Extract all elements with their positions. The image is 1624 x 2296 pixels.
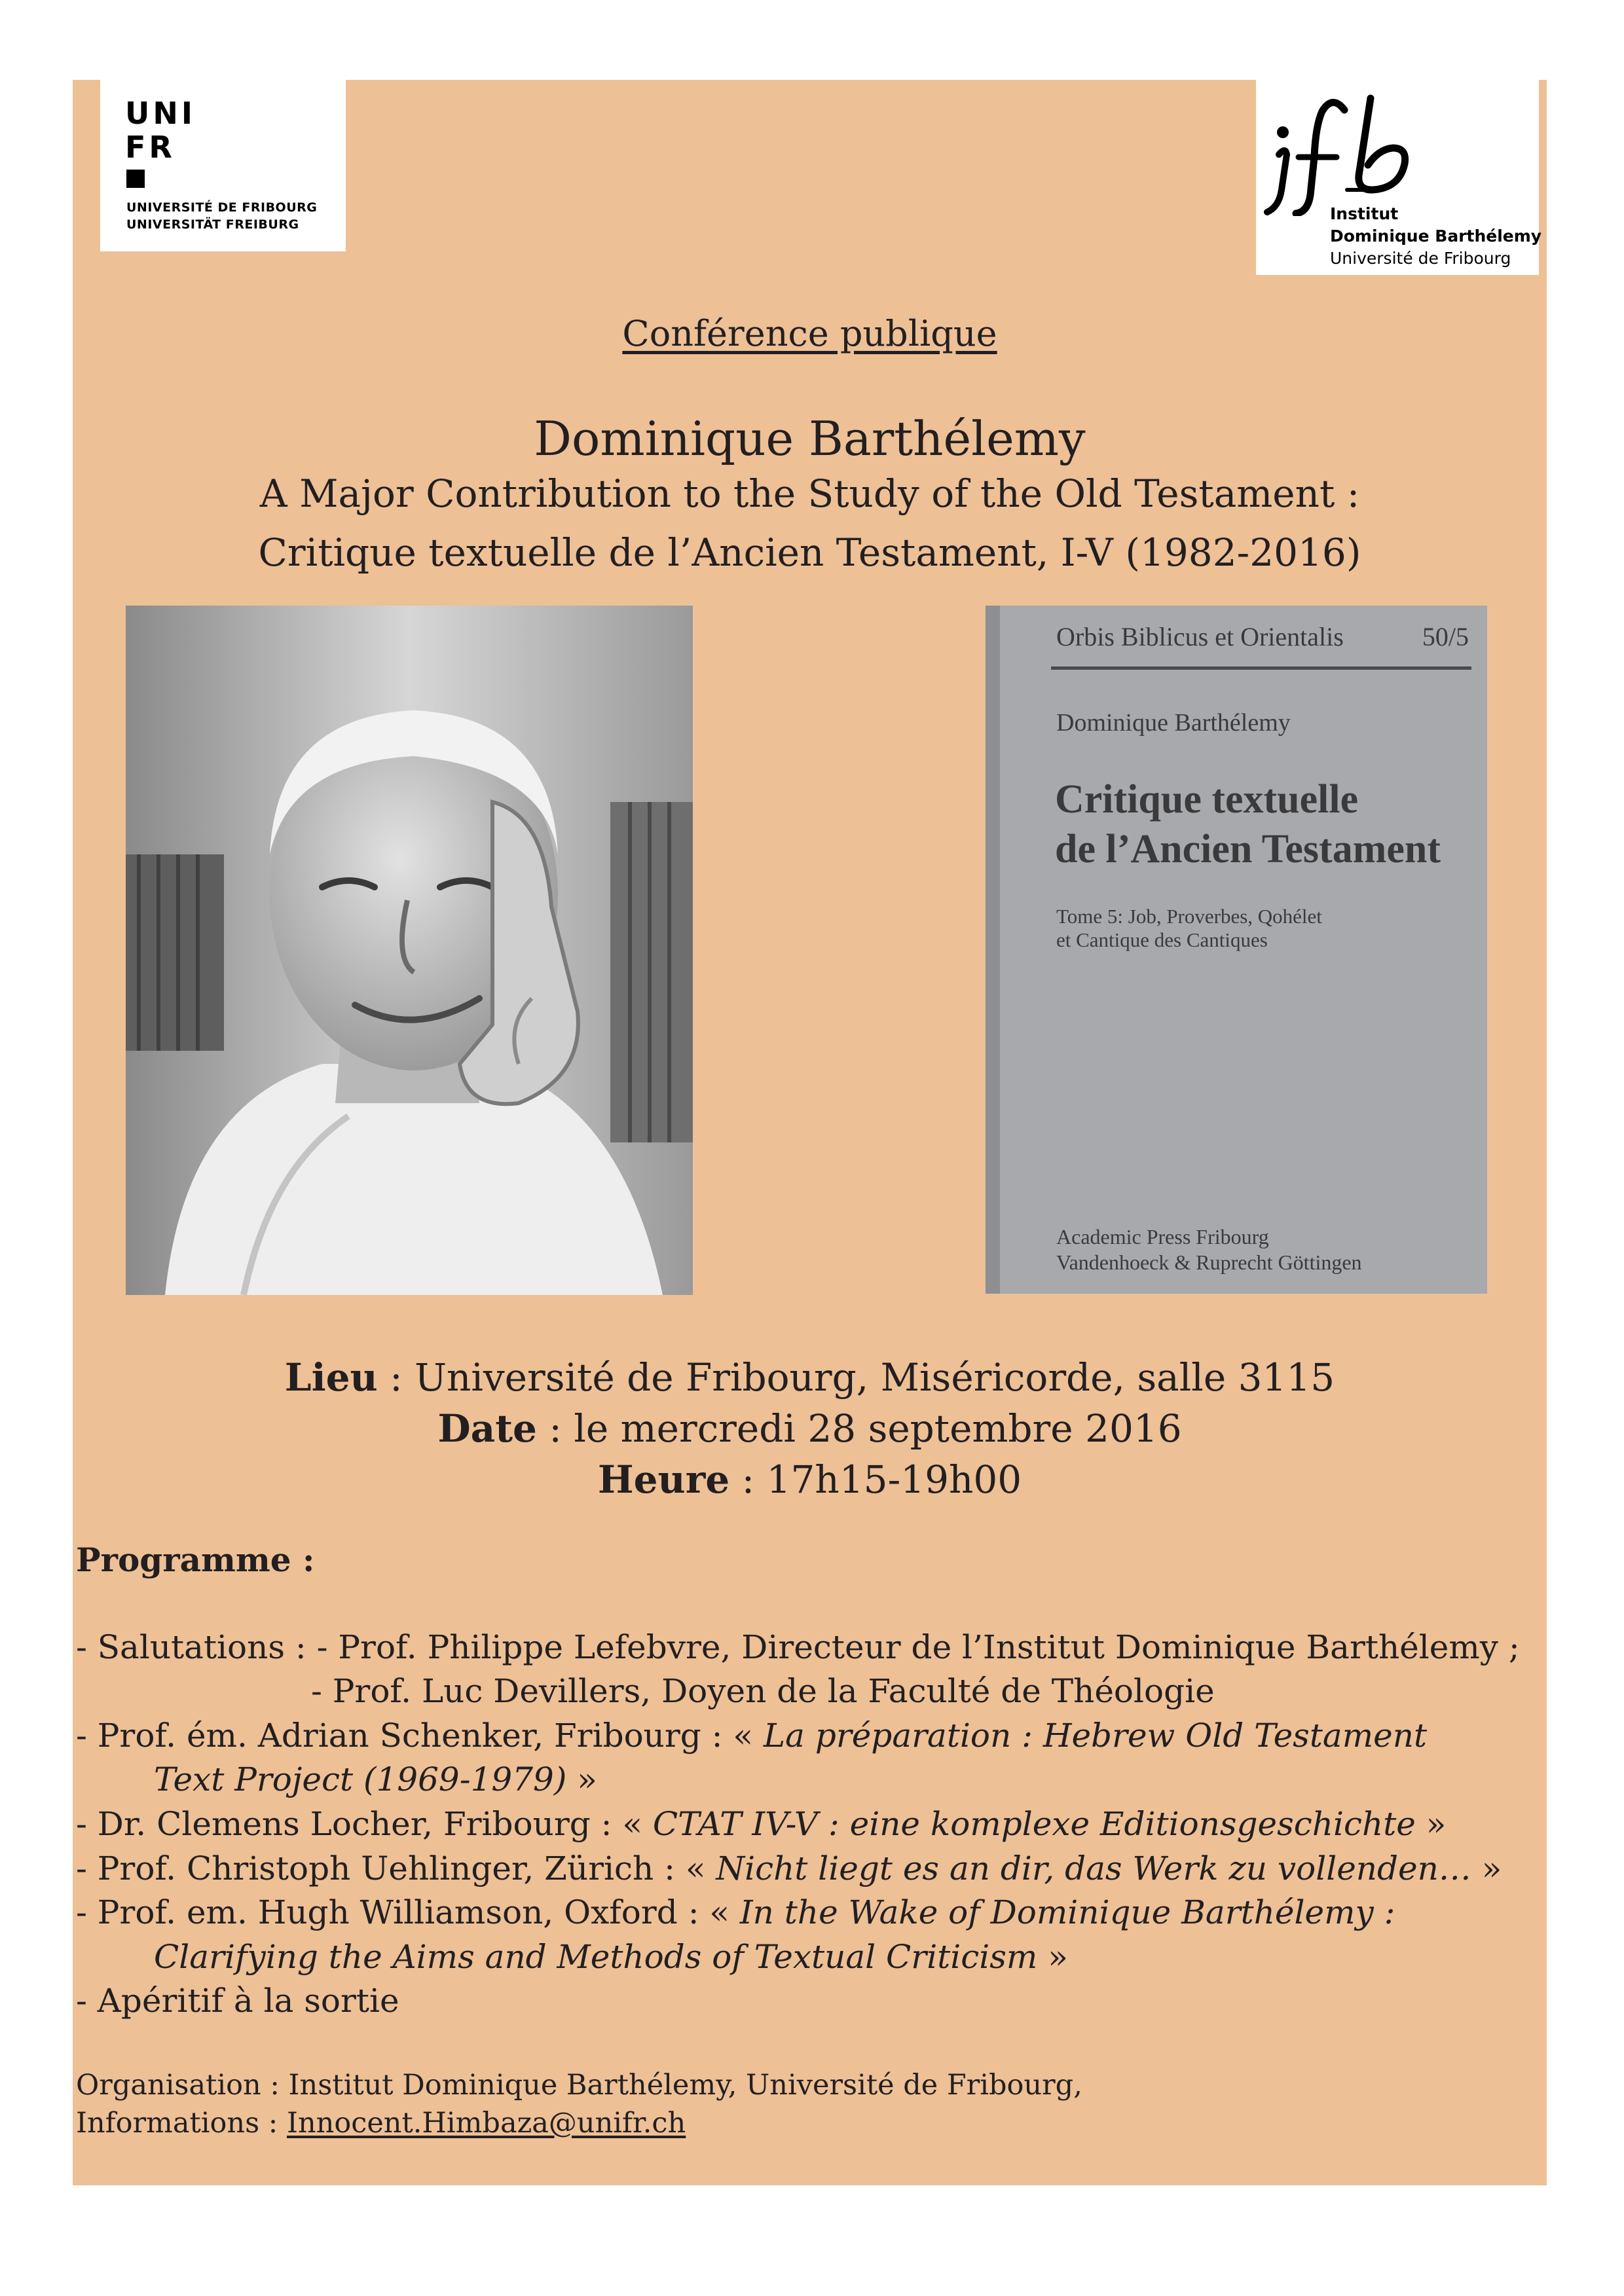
date-value: : le mercredi 28 septembre 2016 [536,1406,1182,1451]
ifb-line-1: Institut [1330,204,1399,223]
book-publisher-2: Vandenhoeck & Ruprecht Göttingen [1056,1250,1362,1274]
programme-line-3 [76,1717,1427,1755]
programme-line-4 [154,1760,597,1798]
book-publisher-1: Academic Press Fribourg [1056,1225,1269,1248]
programme-line-7-talk: In the Wake of Dominique Barthélemy : [739,1893,1395,1931]
place-label: Lieu [284,1355,378,1400]
programme-line-7 [76,1893,1395,1931]
programme-line-4-talk: Text Project (1969-1979) [154,1760,567,1798]
programme-line-2: - Prof. Luc Devillers, Doyen de la Faculté de Théologie [311,1672,1215,1710]
event-date [73,1406,1547,1451]
ifb-line-3: Université de Fribourg [1330,249,1511,268]
unifr-logo-letters-2: FR [125,130,175,165]
book-tome-line-1: Tome 5: Job, Proverbes, Qohélet [1056,905,1322,928]
portrait-photo [126,606,693,1295]
programme-line-6-speaker: - Prof. Christoph Uehlinger, Zürich : « [76,1850,716,1887]
event-subtitle-1: A Major Contribution to the Study of the Old Testament : [259,471,1360,516]
programme-line-7-speaker: - Prof. em. Hugh Williamson, Oxford : « [76,1893,740,1931]
programme-line-8-talk: Clarifying the Aims and Methods of Textual Criticism [154,1938,1038,1976]
book-author: Dominique Barthélemy [1056,709,1291,737]
book-series: Orbis Biblicus et Orientalis [1056,622,1344,651]
programme-line-4-close: » [566,1760,597,1798]
book-publishers [1056,1224,1362,1275]
place-value: : Université de Fribourg, Miséricorde, salle 3115 [377,1355,1335,1400]
programme-line-5-close: » [1415,1805,1447,1843]
book-tome [1056,905,1322,952]
programme-line-3-speaker: - Prof. ém. Adrian Schenker, Fribourg : « [76,1717,764,1755]
unifr-name-fr: UNIVERSITÉ DE FRIBOURG [126,200,318,215]
programme-line-6-close: » [1471,1850,1502,1887]
time-label: Heure [597,1457,730,1502]
book-title-line-2: de l’Ancien Testament [1055,827,1441,871]
unifr-logo [100,80,346,251]
programme-title: Programme : [76,1540,315,1579]
footer-organisation: Organisation : Institut Dominique Barthélemy, Université de Fribourg, [76,2069,1082,2102]
event-subtitle-2: Critique textuelle de l’Ancien Testament, I-V (1982-2016) [258,530,1361,575]
footer-informations [76,2107,686,2140]
ifb-logo [1256,80,1542,275]
programme-line-8 [154,1938,1068,1976]
book-spine [986,606,1000,1294]
book-tome-line-2: et Cantique des Cantiques [1056,928,1268,951]
book-cover [986,606,1487,1294]
unifr-logo-letters-1: UNI [125,96,196,131]
event-kicker: Conférence publique [622,313,997,354]
programme-line-6 [76,1850,1502,1887]
programme-line-8-close: » [1037,1938,1068,1976]
programme-line-5-speaker: - Dr. Clemens Locher, Fribourg : « [76,1805,653,1843]
date-label: Date [437,1406,537,1451]
ifb-line-2: Dominique Barthélemy [1330,227,1542,246]
footer-email-link[interactable]: Innocent.Himbaza@unifr.ch [286,2107,686,2140]
programme-line-3-talk: La préparation : Hebrew Old Testament [763,1717,1428,1755]
footer-info-label: Informations : [76,2107,287,2140]
programme-line-1: - Salutations : - Prof. Philippe Lefebvre, Directeur de l’Institut Dominique Barthélemy ; [76,1628,1520,1666]
programme-line-5 [76,1805,1446,1843]
programme-line-6-talk: Nicht liegt es an dir, das Werk zu vollenden… [716,1850,1471,1887]
event-time [73,1457,1547,1502]
book-title-line-1: Critique textuelle [1055,777,1359,822]
event-place [73,1355,1547,1400]
unifr-name-de: UNIVERSITÄT FREIBURG [126,217,299,232]
book-number: 50/5 [1422,622,1469,651]
event-title: Dominique Barthélemy [534,411,1086,466]
programme-line-5-talk: CTAT IV-V : eine komplexe Editionsgeschichte [652,1805,1416,1843]
time-value: : 17h15-19h00 [729,1457,1022,1502]
unifr-logo-square [126,170,145,188]
programme-line-9: - Apéritif à la sortie [76,1982,399,2020]
book-rule [1051,666,1471,670]
book-title [1055,774,1441,874]
ifb-mark-icon [1259,92,1430,216]
